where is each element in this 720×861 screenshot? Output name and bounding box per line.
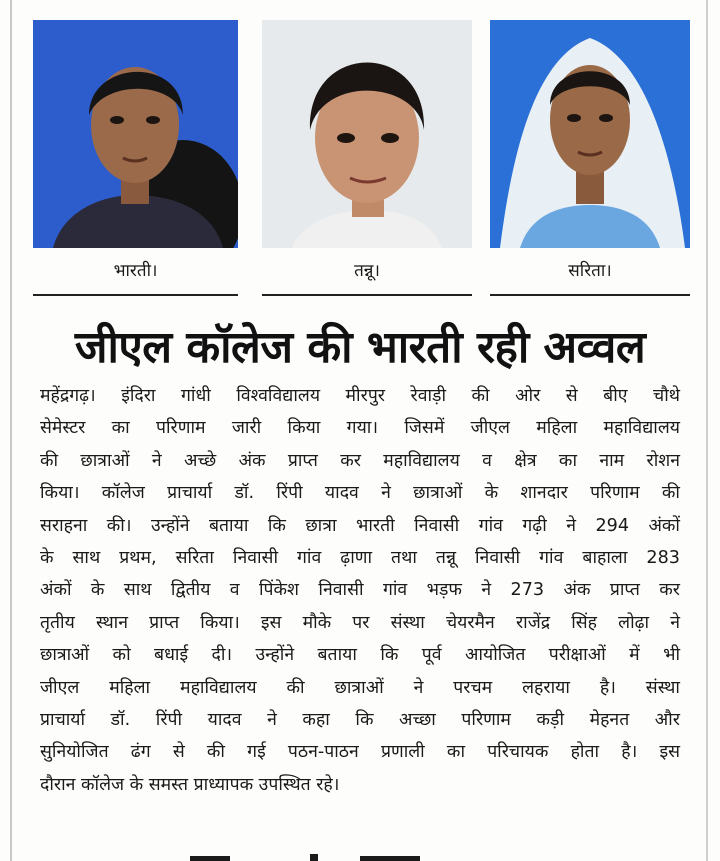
article-body <box>40 380 680 801</box>
article-line: तृतीय स्थान प्राप्त किया। इस मौके पर संस्था चेयरमैन राजेंद्र सिंह लोढ़ा ने <box>40 612 680 633</box>
photo-bharti <box>33 20 238 248</box>
article-line: महेंद्रगढ़। इंदिरा गांधी विश्वविद्यालय मीरपुर रेवाड़ी की ओर से बीए चौथे <box>40 386 680 406</box>
cropped-next-headline <box>180 848 480 861</box>
headline: जीएल कॉलेज की भारती रही अव्वल <box>74 322 646 373</box>
article-line: सेमेस्टर का परिणाम जारी किया गया। जिसमें जीएल महिला महाविद्यालय <box>40 418 680 439</box>
right-column-rule <box>706 0 708 861</box>
article-line: दौरान कॉलेज के समस्त प्राध्यापक उपस्थित रहे। <box>40 774 340 795</box>
article-line: के साथ प्रथम, सरिता निवासी गांव ढ़ाणा तथा तन्नू निवासी गांव बाहाला 283 <box>40 548 680 569</box>
photo-caption-bharti: भारती। <box>33 256 238 296</box>
portrait-image <box>490 20 690 248</box>
article-line: सराहना की। उन्होंने बताया कि छात्रा भारती निवासी गांव गढ़ी ने 294 अंकों <box>40 515 680 536</box>
photo-tannu <box>262 20 472 248</box>
article-line: किया। कॉलेज प्राचार्या डॉ. रिंपी यादव ने छात्राओं के शानदार परिणाम की <box>40 483 680 504</box>
photo-caption-tannu: तन्नू। <box>262 256 472 296</box>
article-line: सुनियोजित ढंग से की गई पठन-पाठन प्रणाली का परिचायक होता है। इस <box>40 742 680 763</box>
portrait-image <box>33 20 238 248</box>
portrait-image <box>262 20 472 248</box>
photo-caption-sarita: सरिता। <box>490 256 690 296</box>
article-line: की छात्राओं ने अच्छे अंक प्राप्त कर महाविद्यालय व क्षेत्र का नाम रोशन <box>40 450 680 471</box>
article-line: अंकों के साथ द्वितीय व पिंकेश निवासी गांव भड़फ ने 273 अंक प्राप्त कर <box>40 580 680 601</box>
article-line: छात्राओं को बधाई दी। उन्होंने बताया कि पूर्व आयोजित परीक्षाओं में भी <box>40 645 680 666</box>
photo-sarita <box>490 20 690 248</box>
article-line: प्राचार्या डॉ. रिंपी यादव ने कहा कि अच्छा परिणाम कड़ी मेहनत और <box>40 710 680 731</box>
left-column-rule <box>10 0 12 861</box>
article-line: जीएल महिला महाविद्यालय की छात्राओं ने परचम लहराया है। संस्था <box>40 677 680 698</box>
